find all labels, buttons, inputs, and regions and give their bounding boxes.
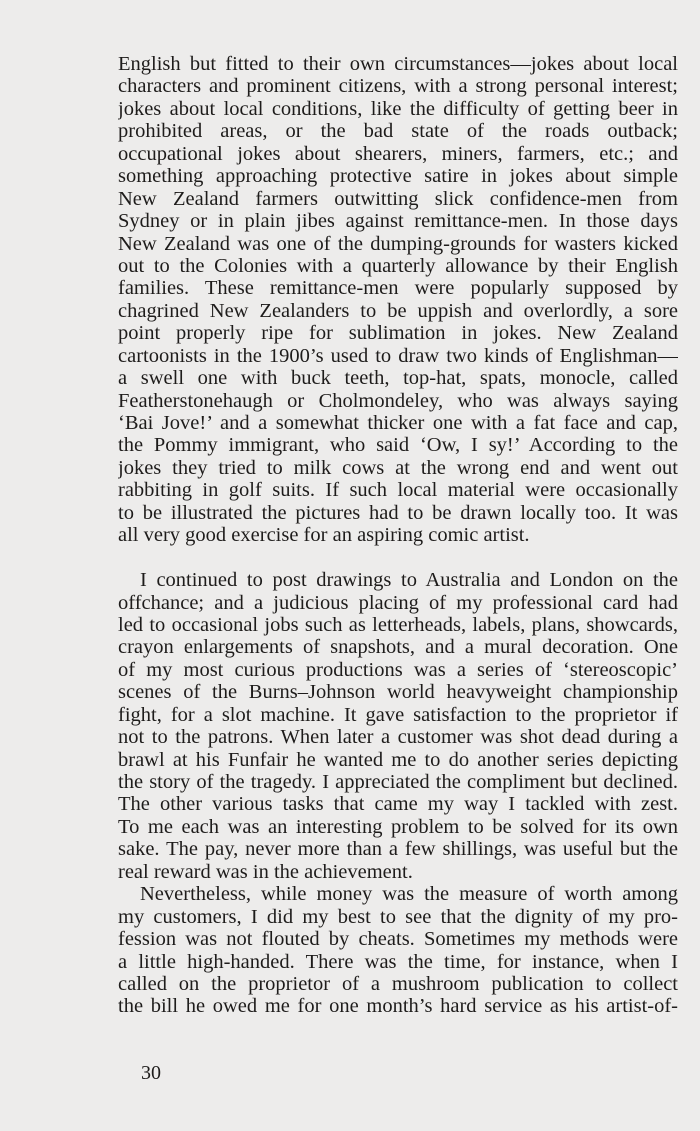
text-line: prohibited areas, or the bad state of the roads outback; [118, 120, 678, 143]
text-line: the Pommy immigrant, who said ‘Ow, I sy!’ According to the [118, 434, 678, 457]
text-line: offchance; and a judicious placing of my professional card had [118, 591, 678, 614]
text-line: I continued to post drawings to Australia and London on the [140, 569, 678, 592]
text-line: families. These remittance-men were popularly supposed by [118, 277, 678, 300]
text-line: rabbiting in golf suits. If such local material were occasionally [118, 479, 678, 502]
text-line: point properly ripe for sublimation in jokes. New Zealand [118, 322, 678, 345]
text-line: scenes of the Burns–Johnson world heavyweight championship [118, 681, 678, 704]
text-line: to be illustrated the pictures had to be drawn locally too. It was [118, 501, 678, 524]
text-line: led to occasional jobs such as letterheads, labels, plans, showcards, [118, 613, 678, 636]
text-line: Featherstonehaugh or Cholmondeley, who was always saying [118, 389, 678, 412]
text-line: jokes they tried to milk cows at the wrong end and went out [118, 456, 678, 479]
text-line: called on the proprietor of a mushroom publication to collect [118, 972, 678, 995]
paragraph-1 [118, 53, 678, 547]
paragraph-3 [118, 883, 678, 1018]
text-line: occupational jokes about shearers, miners, farmers, etc.; and [118, 142, 678, 165]
text-line: something approaching protective satire in jokes about simple [118, 165, 678, 188]
text-line: my customers, I did my best to see that the dignity of my pro- [118, 905, 678, 928]
text-line: ‘Bai Jove!’ and a somewhat thicker one with a fat face and cap, [118, 412, 678, 434]
text-line: jokes about local conditions, like the difficulty of getting beer in [118, 97, 678, 120]
text-line: fession was not flouted by cheats. Sometimes my methods were [118, 928, 678, 951]
text-line: crayon enlargements of snapshots, and a mural decoration. One [118, 636, 678, 659]
page-number: 30 [141, 1062, 161, 1084]
text-line: a little high-handed. There was the time, for instance, when I [118, 950, 678, 973]
text-line: Nevertheless, while money was the measure of worth among [140, 883, 678, 906]
text-line: real reward was in the achievement. [118, 860, 413, 883]
text-line: Sydney or in plain jibes against remittance-men. In those days [118, 210, 678, 233]
body-text [118, 53, 678, 1018]
text-line: New Zealand farmers outwitting slick confidence-men from [118, 187, 678, 210]
text-line: a swell one with buck teeth, top-hat, spats, monocle, called [118, 367, 678, 390]
text-line: sake. The pay, never more than a few shillings, was useful but the [118, 838, 678, 861]
paragraph-2 [118, 569, 678, 883]
text-line: all very good exercise for an aspiring comic artist. [118, 524, 530, 547]
text-line: the story of the tragedy. I appreciated the compliment but declined. [118, 771, 678, 793]
text-line: out to the Colonies with a quarterly allowance by their English [118, 254, 678, 277]
text-line: English but fitted to their own circumstances—jokes about local [118, 53, 678, 75]
text-line: brawl at his Funfair he wanted me to do another series depicting [118, 748, 678, 771]
text-line: of my most curious productions was a series of ‘stereoscopic’ [118, 658, 678, 681]
text-line: chagrined New Zealanders to be uppish and overlordly, a sore [118, 299, 678, 322]
text-line: New Zealand was one of the dumping-grounds for wasters kicked [118, 232, 678, 255]
text-line: not to the patrons. When later a customer was shot dead during a [118, 726, 678, 749]
paragraph-gap [118, 547, 678, 569]
text-line: The other various tasks that came my way I tackled with zest. [118, 793, 678, 816]
text-line: characters and prominent citizens, with a strong personal interest; [118, 75, 678, 98]
text-line: the bill he owed me for one month’s hard service as his artist-of- [118, 995, 678, 1018]
text-line: cartoonists in the 1900’s used to draw two kinds of Englishman— [118, 344, 678, 367]
text-line: fight, for a slot machine. It gave satisfaction to the proprietor if [118, 703, 678, 726]
text-line: To me each was an interesting problem to be solved for its own [118, 815, 678, 838]
